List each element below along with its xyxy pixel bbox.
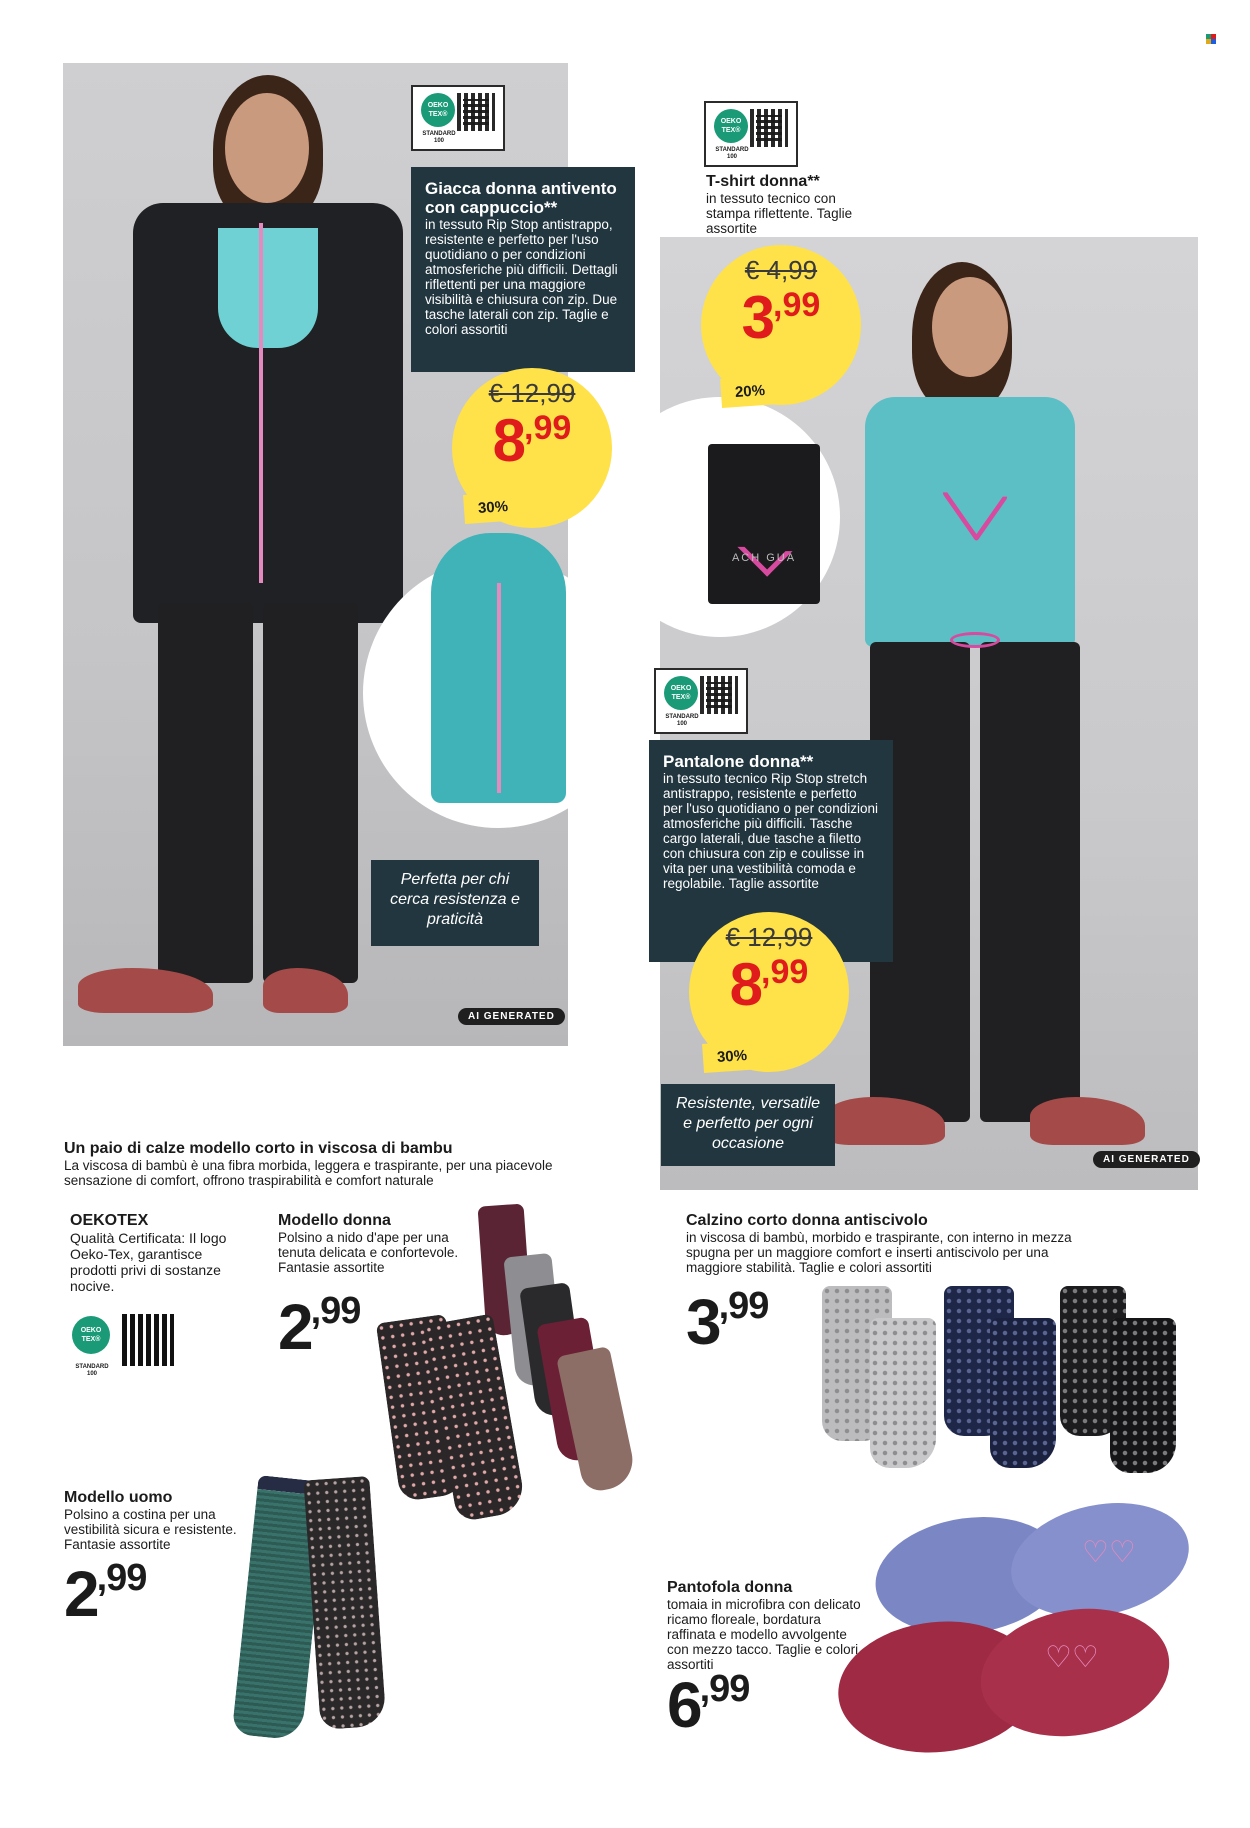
pants-discount: 30%	[702, 1040, 762, 1073]
pants-description: in tessuto tecnico Rip Stop stretch antistrappo, resistente e perfetto per l'uso quotidiano o per condizioni atmosferiche più difficili. Tasche cargo laterali, due tasche a filetto con chiusura con zip e coulisse in vita per una vestibilità comoda e regolabile. Taglie assortite	[663, 771, 878, 891]
tshirt-info	[706, 173, 866, 236]
heart-icon: ♡♡	[1045, 1641, 1099, 1674]
socks-donna-title: Modello donna	[278, 1212, 391, 1229]
jacket-callout: Perfetta per chi cerca resistenza e praticità	[371, 860, 539, 946]
jacket-price: $8^{,99}$	[492, 407, 572, 474]
oeko-tex-label: OEKO TEX® STANDARD 100	[704, 101, 798, 167]
qr-code-icon	[700, 676, 738, 714]
tshirt-title: T-shirt donna**	[706, 173, 820, 190]
socks-uomo-title: Modello uomo	[64, 1489, 173, 1506]
pants-title: Pantalone donna**	[663, 752, 814, 771]
pants-callout: Resistente, versatile e perfetto per ogni occasione	[661, 1084, 835, 1166]
oeko-tex-label: OEKO TEX® STANDARD 100	[654, 668, 748, 734]
socks-uomo-price: 2,99	[64, 1557, 147, 1630]
tshirt-discount: 20%	[720, 375, 780, 408]
tshirt-print-text: ACH GUA	[731, 552, 797, 564]
tshirt-description: in tessuto tecnico con stampa riflettente. Taglie assortite	[706, 191, 853, 236]
oekotex-title: OEKOTEX	[70, 1212, 149, 1229]
heart-icon: ♡♡	[1082, 1536, 1136, 1569]
ai-generated-badge: AI GENERATED	[1093, 1151, 1200, 1168]
oekotex-info	[70, 1212, 235, 1294]
calzino-info	[686, 1212, 1106, 1275]
pants-price-burst	[689, 912, 849, 1072]
pants-old-price: € 12,99	[725, 922, 813, 952]
socks-title: Un paio di calze modello corto in viscosa di bambu	[64, 1140, 453, 1157]
jacket-title: Giacca donna antivento con cappuccio**	[425, 179, 617, 217]
oeko-tex-label: OEKO TEX® STANDARD 100	[70, 1312, 180, 1378]
pantofola-price: 6,99	[667, 1668, 750, 1741]
calzino-title: Calzino corto donna antiscivolo	[686, 1212, 928, 1229]
socks-uomo-info	[64, 1489, 264, 1552]
oeko-tex-label: OEKO TEX® STANDARD 100	[411, 85, 505, 151]
oekotex-text: Qualità Certificata: Il logo Oeko-Tex, garantisce prodotti privi di sostanze nocive.	[70, 1230, 227, 1294]
calzino-price: 3,99	[686, 1285, 769, 1358]
calzino-description: in viscosa di bambù, morbido e traspirante, con interno in mezza spugna per un maggiore comfort e inserti antiscivolo per una maggiore stabilità. Taglie e colori assortiti	[686, 1230, 1072, 1275]
corner-logo	[1206, 34, 1216, 44]
socks-description: La viscosa di bambù è una fibra morbida, leggera e traspirante, per una piacevole sensazione di comfort, offrono traspirabilità e comfort naturale	[64, 1158, 553, 1188]
qr-code-icon	[750, 109, 788, 147]
tshirt-price: $3^{,99}$	[741, 284, 821, 351]
jacket-description: in tessuto Rip Stop antistrappo, resistente e perfetto per l'uso quotidiano o per condizioni atmosferiche più difficili. Dettagli riflettenti per una maggiore visibilità e chiusura con zip. Due tasche laterali con zip. Taglie e colori assortiti	[425, 217, 618, 337]
jacket-discount: 30%	[463, 491, 523, 524]
ai-generated-badge: AI GENERATED	[458, 1008, 565, 1025]
jacket-price-burst	[452, 368, 612, 528]
socks-donna-info	[278, 1212, 478, 1275]
qr-code-icon	[457, 93, 495, 131]
pantofola-title: Pantofola donna	[667, 1579, 793, 1596]
socks-donna-price: 2,99	[278, 1290, 361, 1363]
socks-uomo-description: Polsino a costina per una vestibilità sicura e resistente. Fantasie assortite	[64, 1507, 237, 1552]
pants-price: $8^{,99}$	[729, 951, 809, 1018]
socks-section-header	[64, 1140, 584, 1188]
jacket-old-price: € 12,99	[488, 378, 576, 408]
tshirt-old-price: € 4,99	[744, 255, 818, 285]
jacket-info-panel	[411, 167, 635, 372]
pantofola-description: tomaia in microfibra con delicato ricamo floreale, bordatura raffinata e modello avvolgente con mezzo tacco. Taglie e colori assortiti	[667, 1597, 861, 1672]
qr-code-icon	[122, 1314, 174, 1366]
pantofola-info	[667, 1579, 867, 1672]
socks-donna-description: Polsino a nido d'ape per una tenuta delicata e confortevole. Fantasie assortite	[278, 1230, 459, 1275]
tshirt-price-burst	[701, 245, 861, 405]
